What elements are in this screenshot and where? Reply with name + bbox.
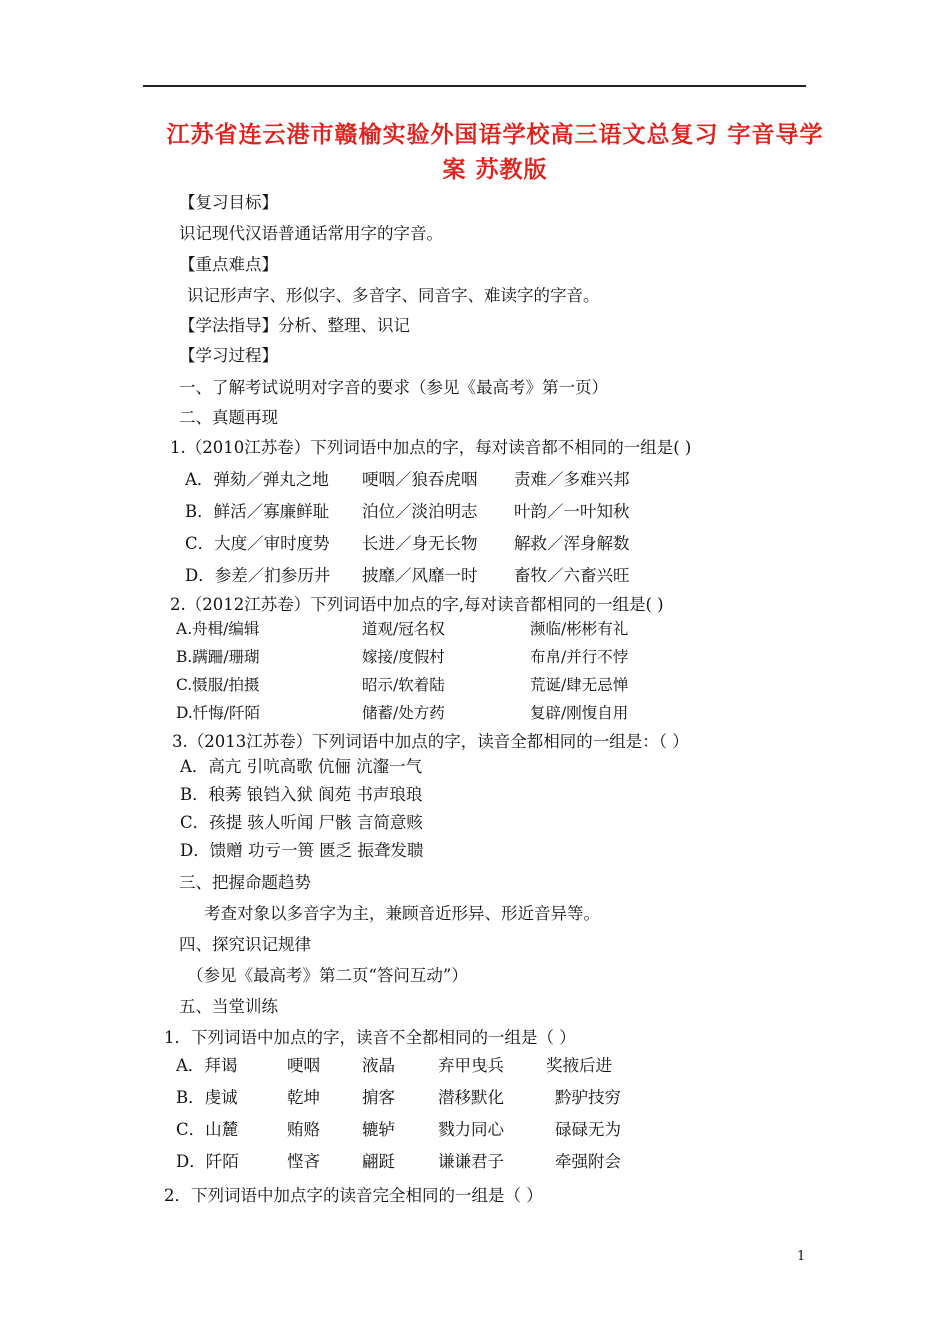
option-cell: A．拜谒 — [176, 1056, 238, 1075]
option-cell: 掮客 — [362, 1088, 395, 1107]
question-1-stem: 1.（2010江苏卷）下列词语中加点的字，每对读音都不相同的一组是( ) — [170, 438, 692, 457]
question-3-stem: 3.（2013江苏卷）下列词语中加点的字，读音全都相同的一组是：（ ） — [172, 732, 689, 751]
section-1-heading: 一、了解考试说明对字音的要求（参见《最高考》第一页） — [179, 378, 608, 397]
option-cell: B.蹒跚/珊瑚 — [176, 648, 260, 666]
option-cell: 储蓄/处方药 — [362, 704, 445, 722]
option-cell: 长进／身无长物 — [362, 534, 478, 553]
document-title — [150, 118, 840, 188]
option-cell: 辘轳 — [362, 1120, 395, 1139]
method-line: 【学法指导】分析、整理、识记 — [179, 316, 410, 335]
option-cell: B．鲜活／寡廉鲜耻 — [185, 502, 330, 521]
key-heading: 【重点难点】 — [179, 255, 278, 274]
option-cell: 哽咽／狼吞虎咽 — [362, 470, 478, 489]
option-cell: 叶韵／一叶知秋 — [514, 502, 630, 521]
option-cell: 嫁接/度假村 — [362, 648, 445, 666]
option-cell: 碌碌无为 — [555, 1120, 621, 1139]
section-2-heading: 二、真题再现 — [179, 408, 278, 427]
option-cell: D．参差／扪参历井 — [185, 566, 331, 585]
option-cell: 荒诞/肆无忌惮 — [530, 676, 629, 694]
option-cell: 贿赂 — [287, 1120, 320, 1139]
page-number: 1 — [797, 1249, 806, 1264]
title-line-2: 案 苏教版 — [442, 157, 548, 183]
section-4-heading: 四、探究识记规律 — [179, 935, 311, 954]
option-cell: A．弹劾／弹丸之地 — [185, 470, 329, 489]
option-row: D．馈赠 功亏一篑 匮乏 振聋发聩 — [180, 841, 424, 860]
option-cell: D．阡陌 — [176, 1152, 239, 1171]
section-3-text: 考查对象以多音字为主，兼顾音近形异、形近音异等。 — [204, 904, 600, 923]
option-cell: 翩跹 — [362, 1152, 395, 1171]
option-cell: 道观/冠名权 — [362, 620, 445, 638]
option-cell: 谦谦君子 — [438, 1152, 504, 1171]
option-cell: 畜牧／六畜兴旺 — [514, 566, 630, 585]
option-cell: B．虔诚 — [176, 1088, 238, 1107]
option-row: A．高亢 引吭高歌 伉俪 沆瀣一气 — [180, 757, 423, 776]
section-5-heading: 五、当堂训练 — [179, 997, 278, 1016]
option-cell: 牵强附会 — [555, 1152, 621, 1171]
option-cell: 布帛/并行不悖 — [530, 648, 629, 666]
process-heading: 【学习过程】 — [179, 346, 278, 365]
option-cell: 潜移默化 — [438, 1088, 504, 1107]
option-cell: 责难／多难兴邦 — [514, 470, 630, 489]
key-text: 识记形声字、形似字、多音字、同音字、难读字的字音。 — [187, 286, 600, 305]
option-cell: 液晶 — [362, 1056, 395, 1075]
header-rule — [143, 85, 806, 87]
option-cell: 哽咽 — [287, 1056, 320, 1075]
title-line-1: 江苏省连云港市赣榆实验外国语学校高三语文总复习 字音导学 — [166, 122, 824, 148]
option-cell: 泊位／淡泊明志 — [362, 502, 478, 521]
option-cell: 披靡／风靡一时 — [362, 566, 478, 585]
option-cell: 戮力同心 — [438, 1120, 504, 1139]
option-cell: C．山麓 — [176, 1120, 239, 1139]
option-cell: 乾坤 — [287, 1088, 320, 1107]
option-row: C．孩提 骇人听闻 尸骸 言简意赅 — [180, 813, 423, 832]
option-cell: 复辟/刚愎自用 — [530, 704, 629, 722]
option-cell: 悭吝 — [287, 1152, 320, 1171]
option-cell: 弃甲曳兵 — [438, 1056, 504, 1075]
option-cell: A.舟楫/编辑 — [176, 620, 260, 638]
training-1-stem: 1．下列词语中加点的字，读音不全都相同的一组是（ ） — [164, 1028, 576, 1047]
section-4-text: （参见《最高考》第二页“答问互动”） — [187, 966, 468, 985]
question-2-stem: 2.（2012江苏卷）下列词语中加点的字,每对读音都相同的一组是( ) — [170, 595, 664, 614]
goal-heading: 【复习目标】 — [179, 193, 278, 212]
option-cell: C.慑服/拍摄 — [176, 676, 260, 694]
goal-text: 识记现代汉语普通话常用字的字音。 — [179, 224, 443, 243]
section-3-heading: 三、把握命题趋势 — [179, 873, 311, 892]
option-cell: 奖掖后进 — [546, 1056, 612, 1075]
option-cell: C．大度／审时度势 — [185, 534, 330, 553]
option-cell: 濒临/彬彬有礼 — [530, 620, 629, 638]
option-row: B．稂莠 锒铛入狱 阆苑 书声琅琅 — [180, 785, 423, 804]
option-cell: 黔驴技穷 — [555, 1088, 621, 1107]
option-cell: 昭示/软着陆 — [362, 676, 445, 694]
option-cell: D.忏悔/阡陌 — [176, 704, 261, 722]
option-cell: 解救／浑身解数 — [514, 534, 630, 553]
training-2-stem: 2．下列词语中加点字的读音完全相同的一组是（ ） — [164, 1186, 543, 1205]
